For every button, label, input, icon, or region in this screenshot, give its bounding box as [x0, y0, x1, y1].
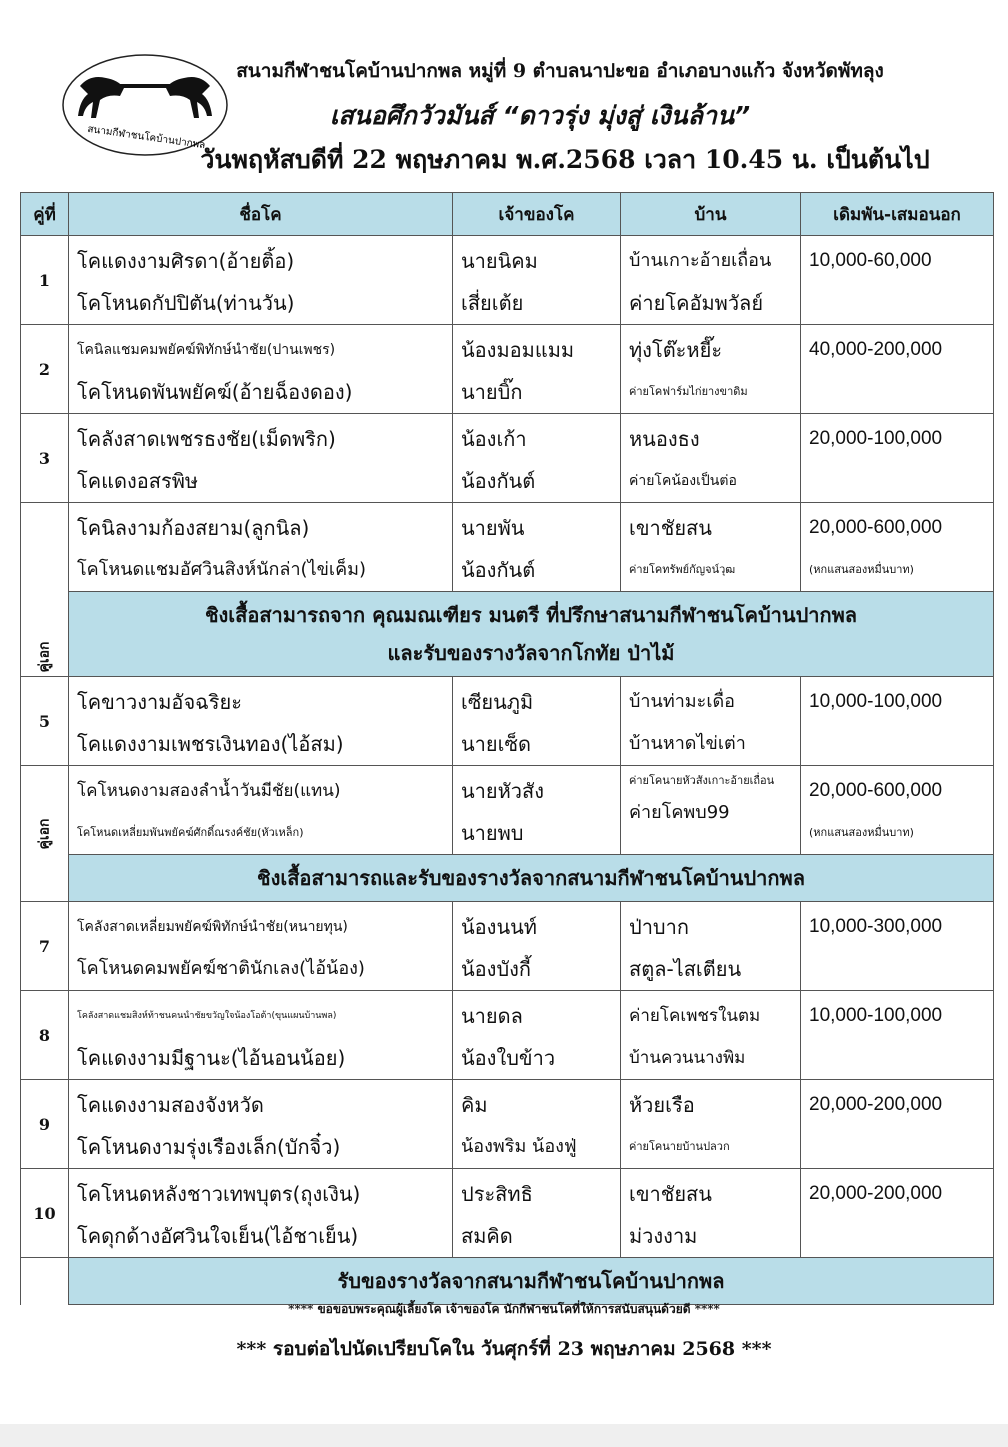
prize-banner-text: รับของรางวัลจากสนามกีฬาชนโคบ้านปากพล [69, 1258, 994, 1305]
bull-name: โคแดงงามสองจังหวัด [77, 1093, 264, 1117]
table-row [21, 414, 994, 503]
bull-name: โคแดงอสรพิษ [77, 469, 199, 493]
home-name: หนองธง [629, 427, 700, 451]
bull-name: โคแดงงามเพชรเงินทอง(ไอ้สม) [77, 732, 344, 756]
prize-banner-text [69, 592, 994, 677]
bull-name: โคนิลแชมคมพยัคฆ์พิทักษ์นำชัย(ปานเพชร) [77, 342, 336, 358]
home-name: ค่ายโคน้องเป็นต่อ [629, 473, 737, 489]
pair-number: 9 [21, 1080, 69, 1169]
pair-number: 1 [21, 236, 69, 325]
col-header-owner: เจ้าของโค [453, 193, 621, 236]
home-name: บ้านเกาะอ้ายเถื่อน [629, 250, 772, 271]
event-date: วันพฤหัสบดีที่ 22 พฤษภาคม พ.ศ.2568 เวลา 10.45 น. เป็นต้นไป [200, 145, 930, 174]
owner-name: น้องใบข้าว [461, 1046, 556, 1070]
pair-number: 8 [21, 991, 69, 1080]
owner-name: นายนิคม [461, 249, 538, 273]
table-row [21, 1169, 994, 1258]
owner-name: นายบิ๊ก [461, 380, 523, 404]
banner-line: และรับของรางวัลจากโกทัย ป่าไม้ [387, 641, 675, 665]
table-row [21, 503, 994, 592]
table-header-row [21, 193, 994, 236]
owner-name: ประสิทธิ [461, 1182, 533, 1206]
home-name: ค่ายโคทรัพย์กัญจน์วุฒ [629, 563, 736, 576]
home-name: ค่ายโคฟาร์มไก่ยางขาดิม [629, 385, 748, 398]
bull-name: โคแดงงามมีฐานะ(ไอ้นอนน้อย) [77, 1046, 346, 1070]
home-name: เขาชัยสน [629, 516, 712, 540]
bet-value: 10,000-100,000 [809, 1005, 943, 1026]
bull-name: โคโหนดกัปปิตัน(ท่านวัน) [77, 291, 295, 315]
bull-name: โคโหนดงามสองลำน้ำวันมีชัย(แทน) [77, 781, 341, 801]
home-name: ค่ายโคนายหัวสังเกาะอ้ายเถื่อน [629, 774, 775, 787]
event-title: เสนอศึกวัวมันส์ “ดาวรุ่ง มุ่งสู่ เงินล้าน” [329, 101, 751, 130]
home-name: เขาชัยสน [629, 1182, 712, 1206]
owner-name: น้องนนท์ [461, 915, 537, 939]
pair-number: 7 [21, 902, 69, 991]
table-row [21, 236, 994, 325]
bet-value: 20,000-600,000 [809, 517, 943, 538]
home-name: ม่วงงาม [629, 1224, 698, 1248]
owner-name: นายดล [461, 1004, 523, 1028]
prize-banner [21, 1258, 994, 1305]
banner-spacer [21, 1258, 69, 1305]
bull-name: โคโหนดเหลี่ยมพันพยัคฆ์ศักดิ์ณรงค์ชัย(หัวเหล็ก) [77, 826, 304, 839]
home-name: บ้านควนนางพิม [629, 1048, 746, 1068]
owner-name: เสี่ยเต้ย [461, 291, 524, 315]
home-name: ค่ายโคพบ99 [629, 802, 730, 823]
prize-banner [21, 592, 994, 677]
prize-banner-text: ชิงเสื้อสามารถและรับของรางวัลจากสนามกีฬาชนโคบ้านปากพล [69, 855, 994, 902]
bull-name: โคโหนดแชมอัศวินสิงห์นักล่า(ไข่เค็ม) [77, 559, 367, 580]
owner-name: นายเซ็ด [461, 732, 532, 756]
owner-name: น้องกันต์ [461, 469, 536, 493]
table-row [21, 1080, 994, 1169]
bet-value: 20,000-200,000 [809, 1183, 943, 1204]
home-name: ค่ายโคเพชรในตม [629, 1006, 761, 1026]
bull-name: โคลังสาดแชมสิงห์ท้าชนคนนำชัยขวัญใจน้องโอต้า(ขุนแผนบ้านพล) [77, 1011, 337, 1021]
match-table [20, 192, 994, 1305]
home-name: ค่ายโคอัมพวัลย์ [629, 291, 764, 315]
owner-name: นายหัวสัง [461, 779, 545, 803]
header [0, 0, 1008, 190]
owner-name: น้องบังกี้ [461, 957, 532, 981]
bull-name: โคขาวงามอัจฉริยะ [77, 690, 242, 714]
home-name: บ้านท่ามะเดื่อ [629, 691, 735, 712]
table-row [21, 766, 994, 855]
owner-name: นายพัน [461, 516, 525, 540]
pair-number [21, 766, 69, 902]
owner-name: นายพบ [461, 821, 524, 845]
bet-value: 20,000-100,000 [809, 428, 943, 449]
pair-number: 10 [21, 1169, 69, 1258]
pair-number [21, 503, 69, 677]
table-row [21, 902, 994, 991]
home-name: ป่าบาก [629, 915, 689, 939]
col-header-bet: เดิมพัน-เสมอนอก [801, 193, 994, 236]
prize-banner [21, 855, 994, 902]
col-header-name: ชื่อโค [69, 193, 453, 236]
bet-value: 10,000-300,000 [809, 916, 943, 937]
home-name: ทุ่งโต๊ะหยี๊ะ [629, 338, 723, 362]
home-name: บ้านหาดไข่เต่า [629, 733, 746, 754]
bet-value: 10,000-60,000 [809, 250, 932, 271]
bet-note: (หกแสนสองหมื่นบาท) [809, 563, 914, 576]
bull-name: โคโหนดหลังชาวเทพบุตร(ถุงเงิน) [77, 1182, 361, 1206]
pair-number: 3 [21, 414, 69, 503]
home-name: ห้วยเรือ [629, 1093, 695, 1117]
col-header-pair: คู่ที่ [21, 193, 69, 236]
bet-value: 20,000-600,000 [809, 780, 943, 801]
bull-name: โคโหนดพันพยัคฆ์(อ้ายฉ็องดอง) [77, 380, 353, 404]
owner-name: คิม [461, 1093, 488, 1117]
pair-number: 5 [21, 677, 69, 766]
bottom-bar [0, 1424, 1008, 1447]
owner-name: เซียนภูมิ [461, 690, 534, 714]
bet-note: (หกแสนสองหมื่นบาท) [809, 826, 914, 839]
bull-name: โคลังสาดเพชรธงชัย(เม็ดพริก) [77, 427, 336, 451]
main-pair-label: คู่เอก [36, 641, 53, 673]
home-name: ค่ายโคนายบ้านปลวก [629, 1140, 730, 1153]
owner-name: น้องพริม น้องฟู่ [461, 1136, 577, 1157]
bull-name: โคแดงงามศิรดา(อ้ายติ้อ) [77, 249, 295, 273]
bet-value: 10,000-100,000 [809, 691, 943, 712]
next-round-note: *** รอบต่อไปนัดเปรียบโคใน วันศุกร์ที่ 23 พฤษภาคม 2568 *** [236, 1338, 772, 1360]
col-header-home: บ้าน [621, 193, 801, 236]
bull-name: โคลังสาดเหลี่ยมพยัคฆ์พิทักษ์นำชัย(หนายทุน) [77, 919, 348, 935]
logo-text: สนามกีฬาชนโคบ้านปากพล [86, 123, 206, 152]
owner-name: สมคิด [461, 1224, 513, 1248]
bet-value: 20,000-200,000 [809, 1094, 943, 1115]
bet-value: 40,000-200,000 [809, 339, 943, 360]
owner-name: น้องกันต์ [461, 558, 536, 582]
pair-number: 2 [21, 325, 69, 414]
table-row [21, 991, 994, 1080]
owner-name: น้องมอมแมม [461, 338, 575, 362]
bull-name: โคดุกด้างอัศวินใจเย็น(ไอ้ชาเย็น) [77, 1224, 359, 1248]
bull-name: โคนิลงามก้องสยาม(ลูกนิล) [77, 516, 310, 540]
bull-name: โคโหนดคมพยัคฆ์ชาตินักเลง(ไอ้น้อง) [77, 958, 365, 979]
thanks-note: **** ขอขอบพระคุณผู้เลี้ยงโค เจ้าของโค นักกีฬาชนโคที่ให้การสนับสนุนด้วยดี **** [288, 1302, 720, 1316]
banner-line: ชิงเสื้อสามารถจาก คุณมณเฑียร มนตรี ที่ปรึกษาสนามกีฬาชนโคบ้านปากพล [204, 603, 858, 627]
table-row [21, 677, 994, 766]
bull-name: โคโหนดงามรุ่งเรืองเล็ก(บักจิ๋ว) [77, 1135, 341, 1159]
main-pair-label: คู่เอก [36, 817, 53, 850]
table-row [21, 325, 994, 414]
home-name: สตูล-ไสเตียน [629, 957, 742, 981]
owner-name: น้องเก้า [461, 427, 527, 451]
venue-line: สนามกีฬาชนโคบ้านปากพล หมู่ที่ 9 ตำบลนาปะขอ อำเภอบางแก้ว จังหวัดพัทลุง [236, 60, 884, 82]
